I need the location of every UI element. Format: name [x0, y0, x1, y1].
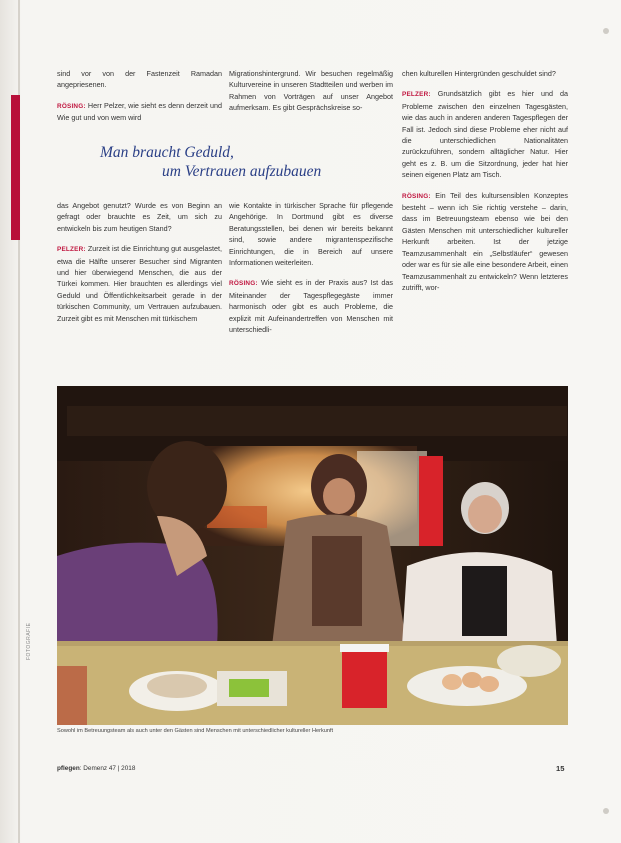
- text-column-2-lower: [229, 200, 393, 344]
- speaker-label: RÖSING:: [57, 102, 86, 110]
- col2-paragraph-1: Migrationshintergrund. Wir besuchen regelmäßig Kulturvereine in unseren Stadtteilen und werben im Rahmen von Vorträgen auf unser Angebot aufmerksam. Es gibt Gesprächskreise so-: [229, 69, 393, 113]
- speaker-label: PELZER:: [402, 91, 431, 99]
- col1-paragraph-3: [57, 243, 222, 324]
- page-number: 15: [556, 764, 565, 773]
- text-column-2: [229, 68, 393, 123]
- binder-hole-bottom: [603, 808, 609, 814]
- col1-paragraph-1: [57, 100, 222, 124]
- binder-hole-top: [603, 28, 609, 34]
- photo-illustration: [57, 386, 568, 725]
- speaker-label: RÖSING:: [402, 192, 431, 200]
- col2-paragraph-2: wie Kontakte in türkischer Sprache für pflegende Angehörige. In Dortmund gibt es diverse Beratungsstellen, bei denen wir bereits bekannt sind, sowie andere migrantenspezifische Einrichtungen, die in Bereich auf unsere Informationen weiterleiten.: [229, 201, 393, 268]
- footer-publication: [57, 765, 135, 772]
- speaker-label: RÖSING:: [229, 280, 258, 288]
- photo-caption: Sowohl im Betreuungsteam als auch unter den Gästen sind Menschen mit unterschiedlicher kultureller Herkunft: [57, 728, 334, 734]
- col3-paragraph-1: chen kulturellen Hintergründen geschuldet sind?: [402, 69, 556, 78]
- col3-paragraph-3: [402, 190, 568, 294]
- side-photo-credit: FOTOGRAFIE: [26, 622, 32, 660]
- pull-quote-line-1: Man braucht Geduld,: [100, 144, 234, 161]
- col2-paragraph-3: [229, 277, 393, 335]
- paragraph-text: Herr Pelzer, wie sieht es denn derzeit und Wie gut und von wem wird: [57, 100, 222, 123]
- pull-quote: [100, 143, 350, 181]
- text-column-3: [402, 68, 568, 302]
- side-accent-bar: [11, 95, 20, 240]
- col1-paragraph-2: das Angebot genutzt? Wurde es von Beginn an gefragt oder brauchte es Zeit, um sich zu entwickeln bis zum heutigen Stand?: [57, 201, 222, 233]
- paragraph-text: Zurzeit ist die Einrichtung gut ausgelastet, etwa die Hälfte unserer Besucher sind Migranten und hier überwiegend Menschen, die aus der Türkei kommen. Hier brauchten es allerdings viel Geduld und Öffentlichkeitsarbeit gerade in der türkischen Community, um Vertrauen aufzubauen. Zurzeit gibt es mit Menschen mit türkischem: [57, 244, 222, 323]
- text-column-1-lower: [57, 200, 222, 333]
- paragraph-text: Wie sieht es in der Praxis aus? Ist das Miteinander der Tagespflegegäste immer harmonisch oder gibt es auch Probleme, die explizit mit Aufeinandertreffen von Menschen mit unterschiedli-: [229, 278, 393, 335]
- col3-paragraph-2: [402, 88, 568, 180]
- footer-magazine-name: pflegen: [57, 765, 80, 772]
- paragraph-text: Ein Teil des kultursensiblen Konzeptes besteht – wenn ich Sie richtig verstehe – darin, dass im Betreuungsteam ebenso wie bei den Gästen Menschen mit unterschiedlicher kultureller Herkunft arbeiten. Ist der jetzige Teamzusammenhalt ein „Selbstläufer“ gewesen oder war es für sie alle eine besondere Arbeit, einen Teamzusammenhalt zu entwickeln? Wenn letzteres zutrifft, wor-: [402, 190, 568, 292]
- col1-paragraph-0: sind vor von der Fastenzeit Ramadan angepriesenen.: [57, 69, 222, 90]
- footer-issue: : Demenz 47 | 2018: [79, 765, 136, 772]
- pull-quote-line-2: um Vertrauen aufzubauen: [162, 163, 322, 180]
- text-column-1: [57, 68, 222, 133]
- paragraph-text: Grundsätzlich gibt es hier und da Probleme zwischen den einzelnen Tagesgästen, wie das auch in anderen anderen Tagespflegen der Fall ist. Jedoch sind diese Probleme eher nicht auf die unterschiedlichen Nationalitäten zurückzuführen, sondern alltäglicher Natur. Hier geht es z. B. um die Sitzordnung, jeder hat hier seinen eigenen Platz am Tisch.: [402, 89, 568, 180]
- article-photo: [57, 386, 568, 725]
- speaker-label: PELZER:: [57, 246, 86, 254]
